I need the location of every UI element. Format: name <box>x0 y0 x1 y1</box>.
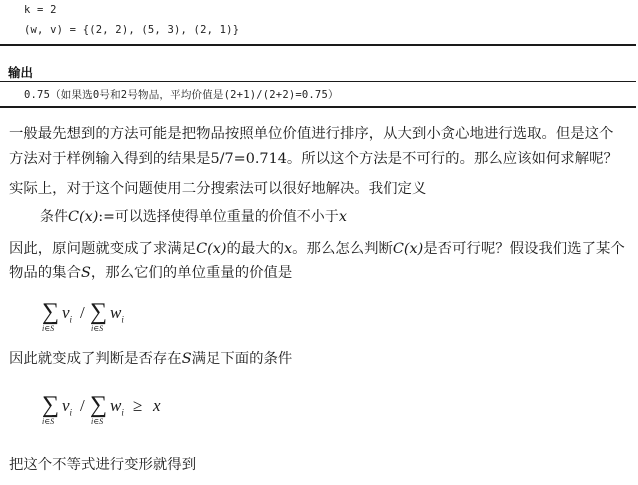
inequality-formula <box>40 393 180 439</box>
sum-symbol: ∑ <box>90 299 108 325</box>
x-variable: x <box>153 396 161 415</box>
math-set-s: S <box>80 265 91 281</box>
paragraph-line <box>9 347 292 371</box>
divider <box>0 106 636 108</box>
math-x: x <box>284 241 293 257</box>
paragraph-line: 把这个不等式进行变形就得到 <box>9 457 197 473</box>
v-term: $v_i$ <box>62 396 73 418</box>
text-span: 的最大的 <box>226 241 285 257</box>
condition-variable: x <box>338 209 347 225</box>
sum-index: i∈S <box>91 417 104 426</box>
text-span: ，那么它们的单位重量的价值是 <box>90 265 293 281</box>
sum-symbol: ∑ <box>42 299 60 325</box>
condition-function: C(x) <box>68 209 99 225</box>
input-line-k: k = 2 <box>24 4 57 16</box>
sum-index: i∈S <box>42 417 55 426</box>
output-value-line: 0.75（如果选0号和2号物品，平均价值是(2+1)/(2+2)=0.75） <box>24 89 339 101</box>
condition-definition <box>40 206 347 226</box>
w-term: $w_i$ <box>110 396 124 418</box>
sum-symbol: ∑ <box>90 392 108 418</box>
condition-prefix: 条件 <box>40 209 68 225</box>
paragraph-line: 实际上，对于这个问题使用二分搜索法可以很好地解决。我们定义 <box>9 181 427 197</box>
math-c-x: C(x) <box>196 241 227 257</box>
v-term: $v_i$ <box>62 303 73 325</box>
math-c-x: C(x) <box>392 241 424 257</box>
text-span: 是否可行呢？假设我们选了某个 <box>423 241 625 257</box>
text-span: 满足下面的条件 <box>191 351 293 367</box>
divider <box>0 81 636 82</box>
text-span: 物品的集合 <box>9 265 81 281</box>
sum-symbol: ∑ <box>42 392 60 418</box>
math-set-s: S <box>181 351 192 367</box>
unit-value-formula <box>40 300 160 346</box>
divider <box>0 44 636 46</box>
sum-index: i∈S <box>42 324 55 333</box>
sum-index: i∈S <box>91 324 104 333</box>
paragraph-line <box>9 237 625 261</box>
paragraph-line: 方法对于样例输入得到的结果是5/7=0.714。所以这个方法是不可行的。那么应该如何求解呢？ <box>9 151 618 167</box>
paragraph-line <box>9 261 292 285</box>
text-span: 因此，原问题就变成了求满足 <box>9 241 197 257</box>
w-term: $w_i$ <box>110 303 124 325</box>
text-span: 因此就变成了判断是否存在 <box>9 351 182 367</box>
output-heading: 输出 <box>8 65 34 80</box>
geq-symbol: ≥ <box>133 396 143 415</box>
text-span: 。那么怎么判断 <box>292 241 393 257</box>
paragraph-line: 一般最先想到的方法可能是把物品按照单位价值进行排序，从大到小贪心地进行选取。但是这个 <box>9 126 614 142</box>
division-slash: / <box>80 303 85 322</box>
condition-text: :=可以选择使得单位重量的价值不小于 <box>98 209 339 225</box>
input-line-wv: (w, v) = {(2, 2), (5, 3), (2, 1)} <box>24 24 240 36</box>
division-slash: / <box>80 396 85 415</box>
